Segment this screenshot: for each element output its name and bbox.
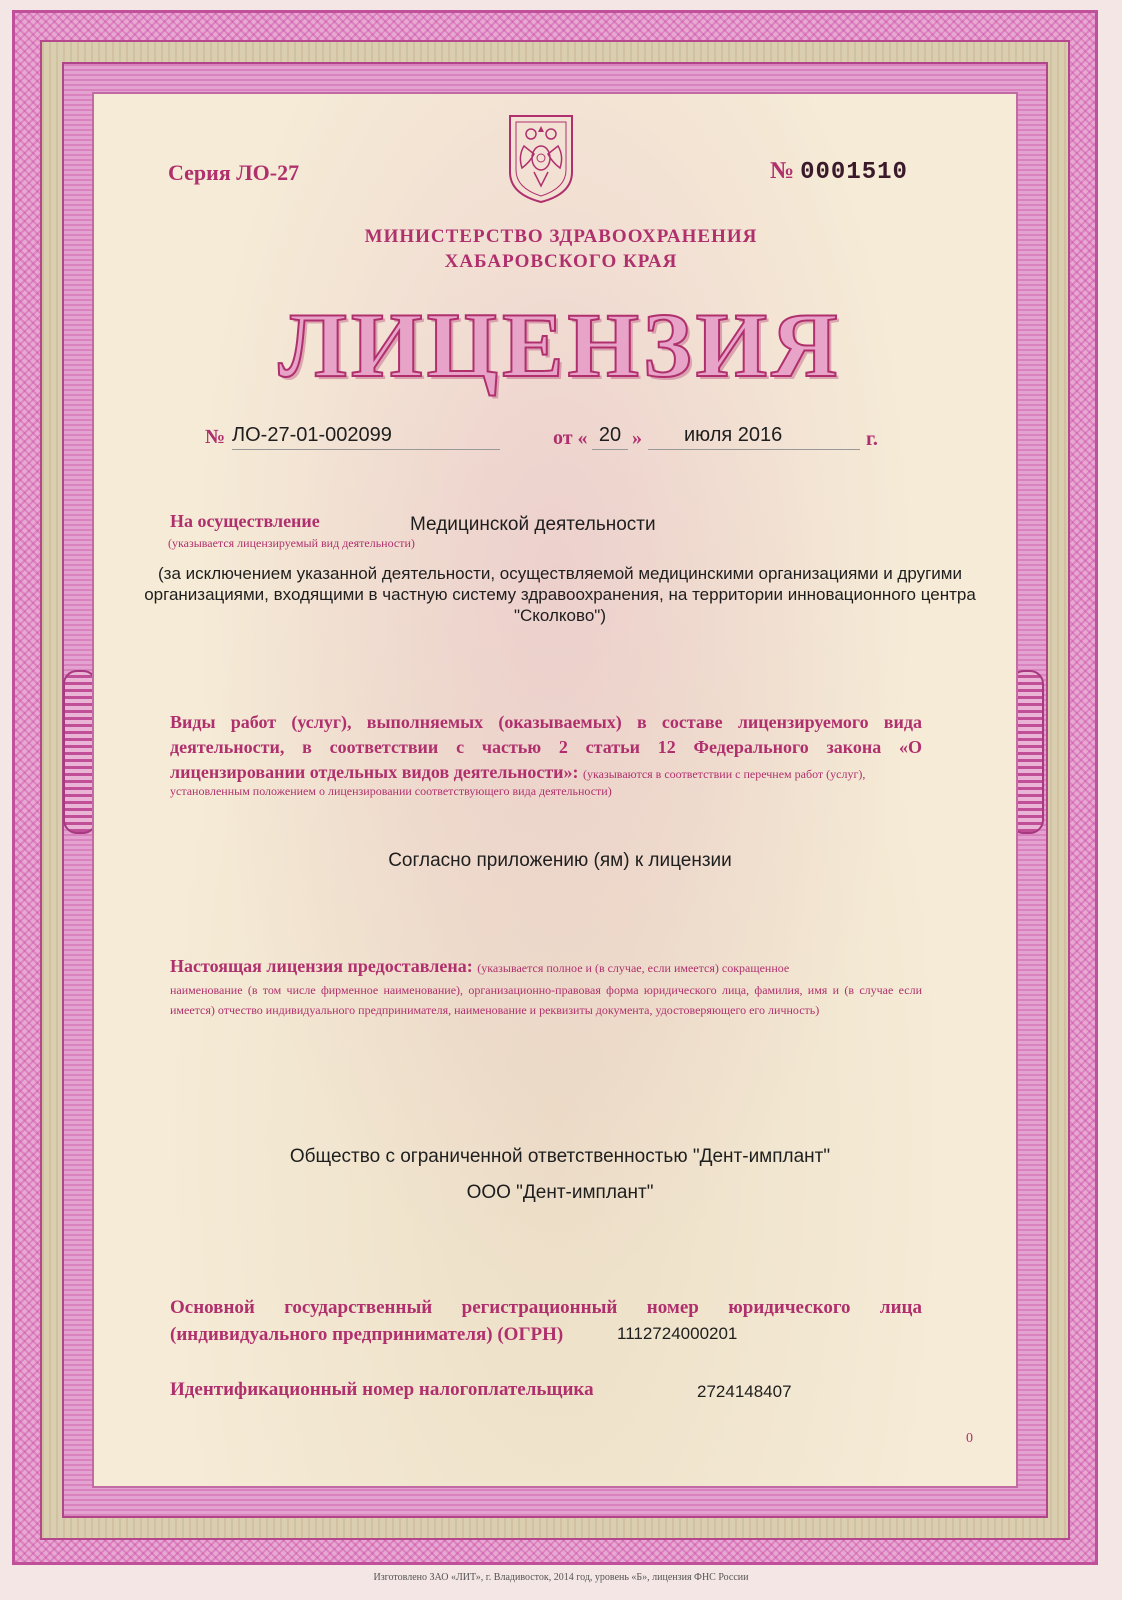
ministry-line-1: МИНИСТЕРСТВО ЗДРАВООХРАНЕНИЯ bbox=[364, 226, 758, 247]
printer-footer: Изготовлено ЗАО «ЛИТ», г. Владивосток, 2014 год, уровень «Б», лицензия ФНС России bbox=[373, 1572, 749, 1583]
license-date-prefix: от « bbox=[553, 427, 588, 449]
works-title-text: Виды работ (услуг), выполняемых (оказываемых) в составе лицензируемого вида деятельности, в соответствии с частью 2 статьи 12 Федерального закона «О лицензировании отдельных видов деятельности»: bbox=[170, 712, 922, 782]
works-value: Согласно приложению (ям) к лицензии bbox=[388, 850, 732, 871]
granted-hint-1: (указывается полное и (в случае, если имеется) сокращенное bbox=[477, 961, 790, 975]
works-hint-2: установленным положением о лицензировании соответствующего вида деятельности) bbox=[170, 784, 612, 798]
document-title: ЛИЦЕНЗИЯ bbox=[278, 294, 842, 396]
form-number-value: 0001510 bbox=[800, 159, 908, 186]
granted-title-text: Настоящая лицензия предоставлена: bbox=[170, 956, 473, 976]
license-date-quote: » bbox=[632, 427, 642, 449]
form-number bbox=[770, 158, 908, 186]
ministry-name bbox=[200, 224, 922, 274]
form-number-label: № bbox=[770, 158, 795, 184]
works-hint-1: (указываются в соответствии с перечнем работ (услуг), bbox=[583, 767, 866, 781]
inn-value: 2724148407 bbox=[697, 1382, 792, 1401]
granted-hint-2: наименование (в том числе фирменное наименование), организационно-правовая форма юридического лица, фамилия, имя и (в случае если имеется) отчество индивидуального предпринимателя, наименование и реквизиты документа, удостоверяющего его личность) bbox=[170, 983, 922, 1017]
series-label: Серия ЛО-27 bbox=[168, 160, 300, 185]
coat-of-arms-icon bbox=[504, 112, 578, 204]
activity-value: Медицинской деятельности bbox=[410, 514, 656, 535]
ogrn-value: 1112724000201 bbox=[617, 1324, 738, 1343]
license-number-label: № bbox=[205, 426, 226, 448]
activity-note: (за исключением указанной деятельности, осуществляемой медицинскими организациями и другими организациями, входящими в частную систему здравоохранения, на территории инновационного центра "Сколково") bbox=[144, 564, 976, 625]
ministry-line-2: ХАБАРОВСКОГО КРАЯ bbox=[444, 251, 678, 272]
license-number-value: ЛО-27-01-002099 bbox=[232, 424, 500, 450]
license-date-month-year: июля 2016 bbox=[648, 424, 860, 450]
activity-label: На осуществление bbox=[170, 511, 320, 531]
organization-full-name: Общество с ограниченной ответственностью "Дент-имплант" bbox=[289, 1146, 831, 1167]
works-title bbox=[170, 710, 922, 787]
license-date-year-suffix: г. bbox=[866, 428, 878, 450]
corner-mark: 0 bbox=[966, 1431, 973, 1446]
granted-title bbox=[170, 955, 922, 979]
ogrn-label: Основной государственный регистрационный номер юридического лица (индивидуального предпринимателя) (ОГРН) bbox=[170, 1297, 922, 1345]
inn-label: Идентификационный номер налогоплательщика bbox=[170, 1379, 594, 1400]
organization-short-name: ООО "Дент-имплант" bbox=[466, 1182, 654, 1203]
activity-hint: (указывается лицензируемый вид деятельности) bbox=[168, 536, 415, 550]
license-date-day: 20 bbox=[592, 424, 628, 450]
